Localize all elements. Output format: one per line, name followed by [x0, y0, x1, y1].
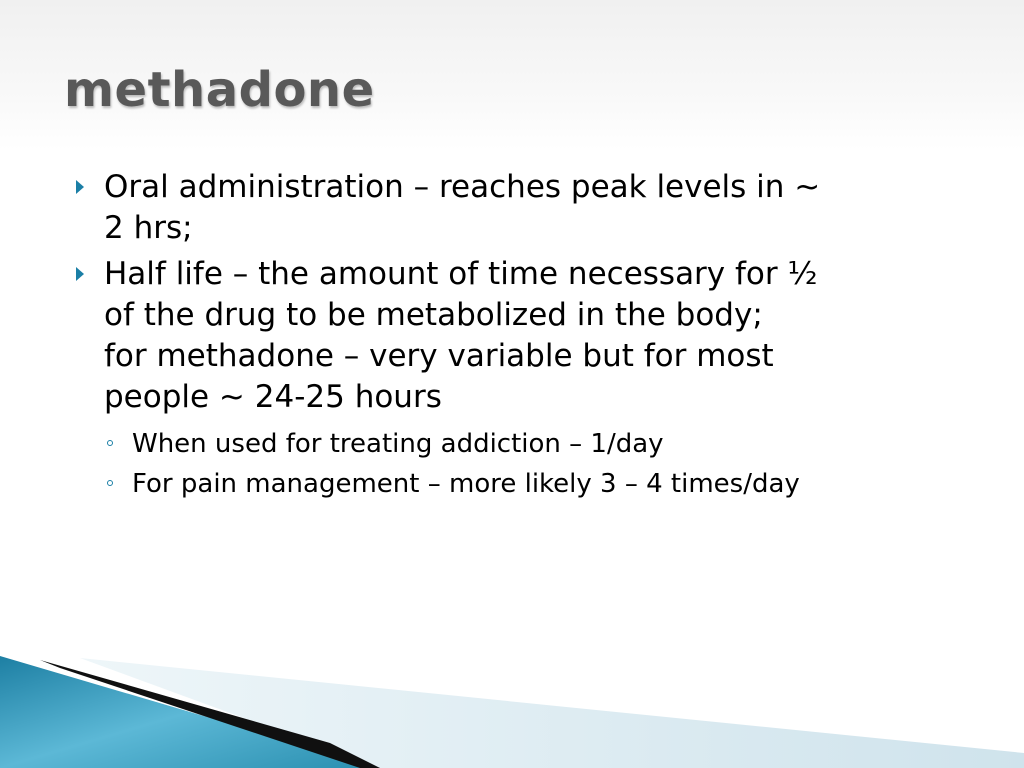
- sub-bullet-text: When used for treating addiction – 1/day: [132, 429, 664, 459]
- sub-bullet-list: [104, 424, 960, 504]
- bullet-item: [76, 254, 960, 504]
- sub-bullet-item: [104, 464, 960, 504]
- triangle-right-icon: [76, 180, 84, 194]
- slide-title: methadone: [64, 62, 375, 118]
- bullet-text-line: Half life – the amount of time necessary for ½: [104, 256, 818, 292]
- bullet-text-line: for methadone – very variable but for most: [104, 338, 774, 374]
- bullet-item: [76, 167, 960, 249]
- slide-content: [76, 167, 976, 509]
- sub-bullet-text: For pain management – more likely 3 – 4 times/day: [132, 469, 800, 499]
- bullet-text-line: Oral administration – reaches peak levels in ~: [104, 169, 821, 205]
- decorative-wave-graphic: [0, 638, 1024, 768]
- bullet-text-line: of the drug to be metabolized in the body;: [104, 297, 763, 333]
- bullet-text-line: people ~ 24-25 hours: [104, 379, 442, 415]
- sub-bullet-item: [104, 424, 960, 464]
- hollow-circle-icon: [107, 480, 113, 486]
- bullet-text-line: 2 hrs;: [104, 210, 193, 246]
- hollow-circle-icon: [107, 440, 113, 446]
- triangle-right-icon: [76, 267, 84, 281]
